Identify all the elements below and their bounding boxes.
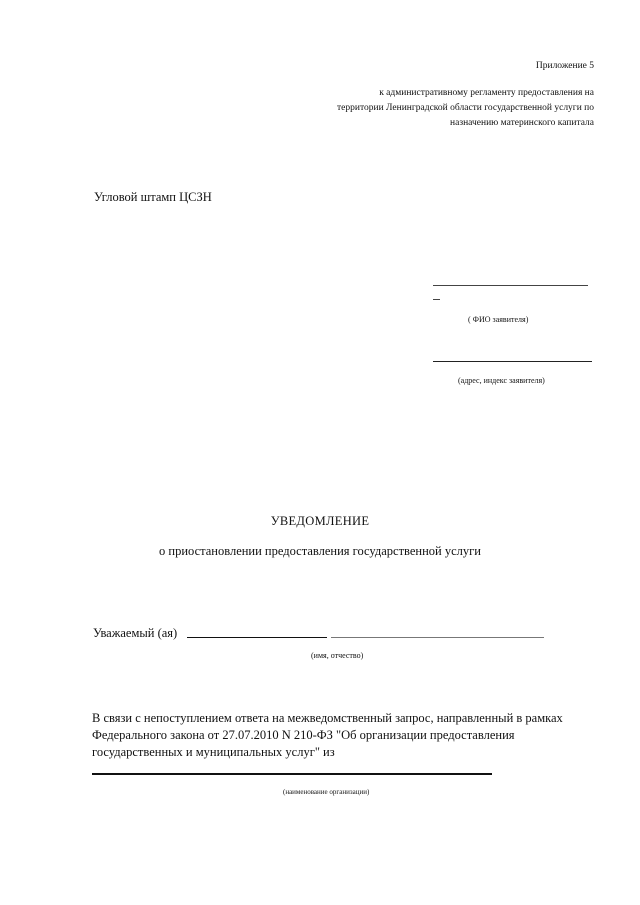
regulation-line-3: назначению материнского капитала: [450, 118, 594, 128]
appendix-label: Приложение 5: [535, 61, 594, 71]
body-paragraph: В связи с непоступлением ответа на межведомственный запрос, направленный в рамках Федерального закона от 27.07.2010 N 210-ФЗ "Об организации предоставления государственных и муниципальных услуг" из: [92, 711, 563, 759]
greeting-patronymic-line: [331, 637, 544, 638]
regulation-line-1: к административному регламенту предоставления на: [379, 88, 594, 98]
applicant-fio-line: [433, 285, 588, 286]
greeting-label: Уважаемый (ая): [93, 626, 178, 640]
applicant-address-caption: (адрес, индекс заявителя): [458, 376, 545, 385]
corner-stamp-label: Угловой штамп ЦСЗН: [94, 190, 212, 204]
notice-subtitle: о приостановлении предоставления государственной услуги: [159, 544, 481, 558]
organization-line: [92, 773, 492, 775]
greeting-name-line: [187, 637, 327, 638]
regulation-line-2: территории Ленинградской области государственной услуги по: [337, 103, 594, 113]
applicant-fio-line-stub: [433, 299, 440, 300]
greeting-name-caption: (имя, отчество): [311, 651, 364, 660]
regulation-reference: [337, 86, 594, 131]
notice-title: УВЕДОМЛЕНИЕ: [270, 514, 370, 528]
applicant-address-line: [433, 361, 592, 362]
applicant-fio-caption: ( ФИО заявителя): [468, 315, 529, 324]
organization-caption: (наименование организации): [283, 788, 370, 796]
